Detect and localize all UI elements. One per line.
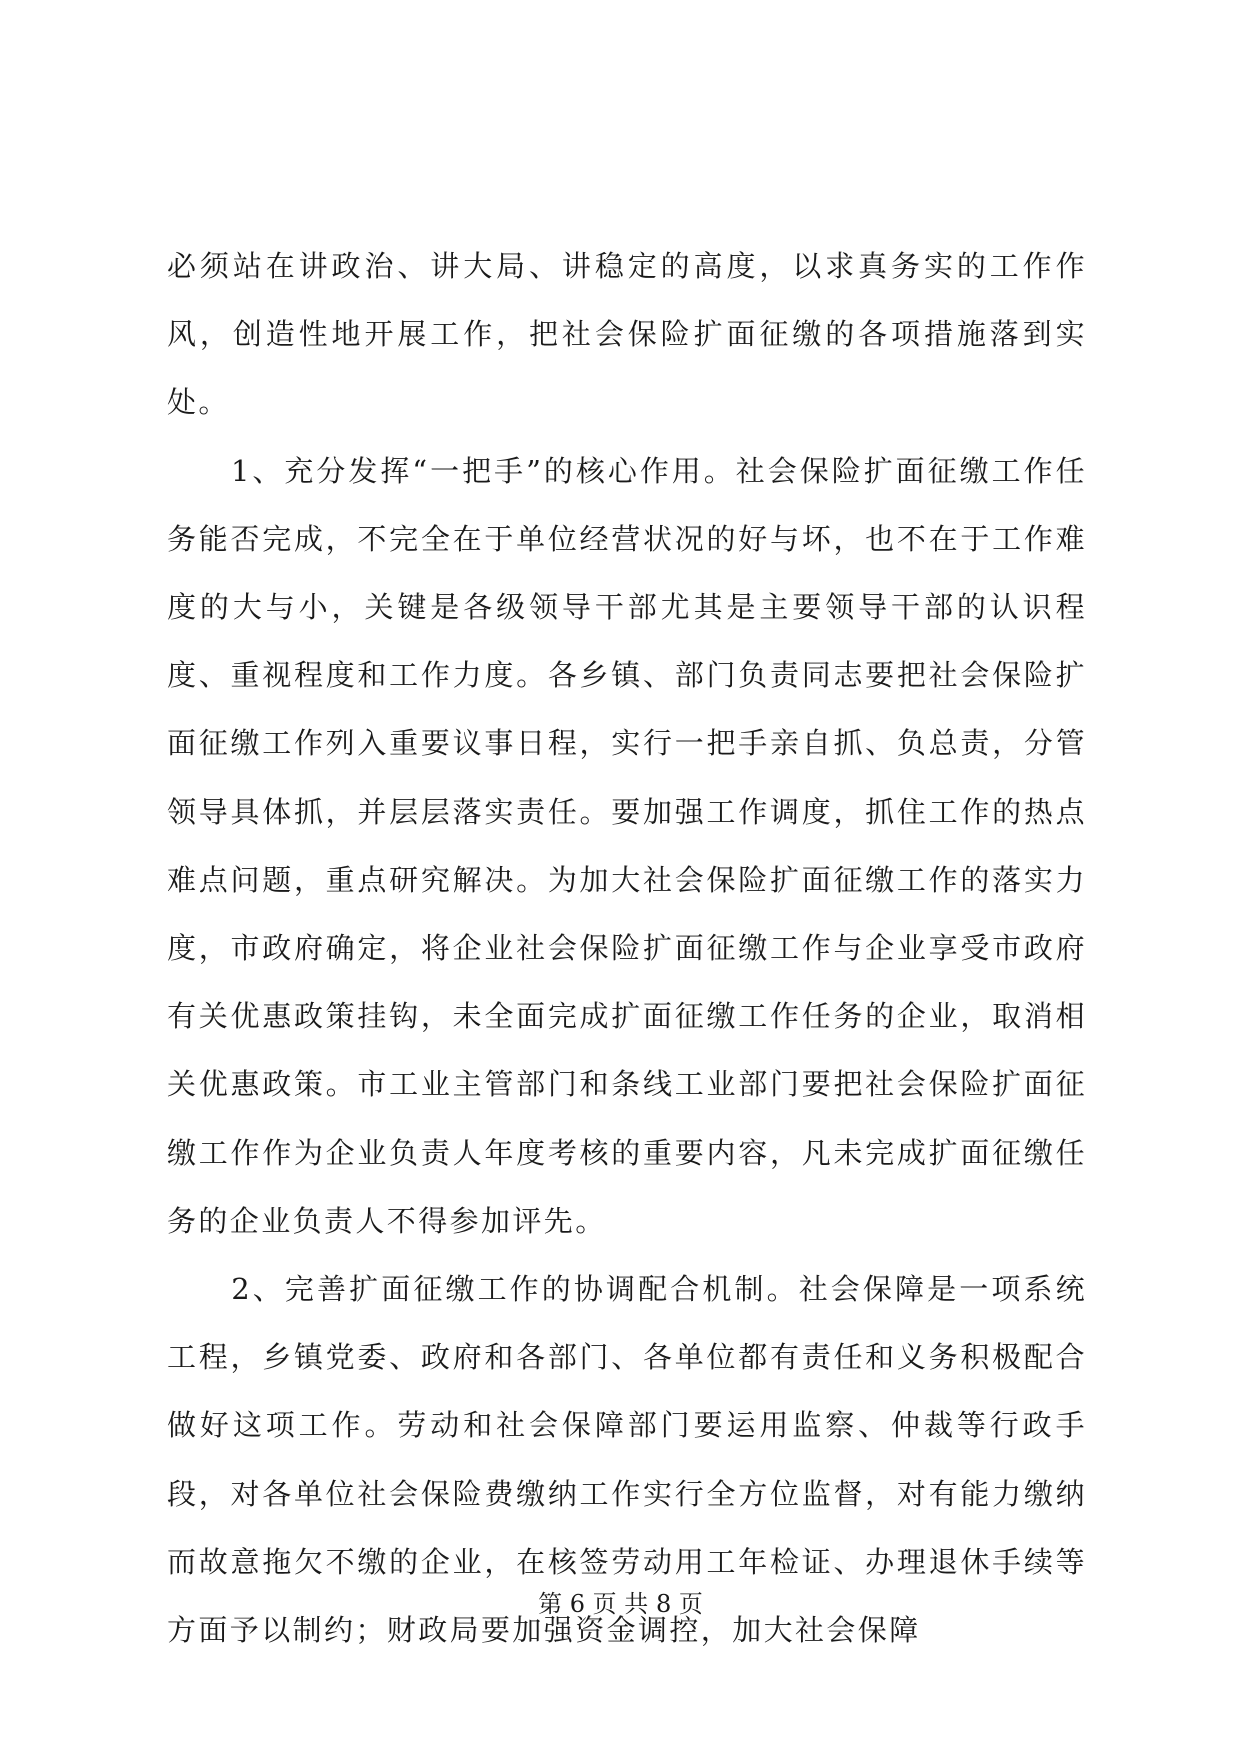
document-body <box>167 232 1087 1664</box>
page-number-footer: 第 6 页 共 8 页 <box>538 1590 703 1618</box>
paragraph-intro-continuation: 必须站在讲政治、讲大局、讲稳定的高度，以求真务实的工作作风，创造性地开展工作，把社会保险扩面征缴的各项措施落到实处。 <box>167 249 1087 420</box>
paragraph-item-1: 1、充分发挥“一把手”的核心作用。社会保险扩面征缴工作任务能否完成，不完全在于单位经营状况的好与坏，也不在于工作难度的大与小，关键是各级领导干部尤其是主要领导干部的认识程度、重视程度和工作力度。各乡镇、部门负责同志要把社会保险扩面征缴工作列入重要议事日程，实行一把手亲自抓、负总责，分管领导具体抓，并层层落实责任。要加强工作调度，抓住工作的热点难点问题，重点研究解决。为加大社会保险扩面征缴工作的落实力度，市政府确定，将企业社会保险扩面征缴工作与企业享受市政府有关优惠政策挂钩，未全面完成扩面征缴工作任务的企业，取消相关优惠政策。市工业主管部门和条线工业部门要把社会保险扩面征缴工作作为企业负责人年度考核的重要内容，凡未完成扩面征缴任务的企业负责人不得参加评先。 <box>167 453 1087 1238</box>
paragraph-item-2: 2、完善扩面征缴工作的协调配合机制。社会保障是一项系统工程，乡镇党委、政府和各部门、各单位都有责任和义务积极配合做好这项工作。劳动和社会保障部门要运用监察、仲裁等行政手段，对各单位社会保险费缴纳工作实行全方位监督，对有能力缴纳而故意拖欠不缴的企业，在核签劳动用工年检证、办理退休手续等方面予以制约；财政局要加强资金调控，加大社会保障 <box>167 1272 1087 1648</box>
